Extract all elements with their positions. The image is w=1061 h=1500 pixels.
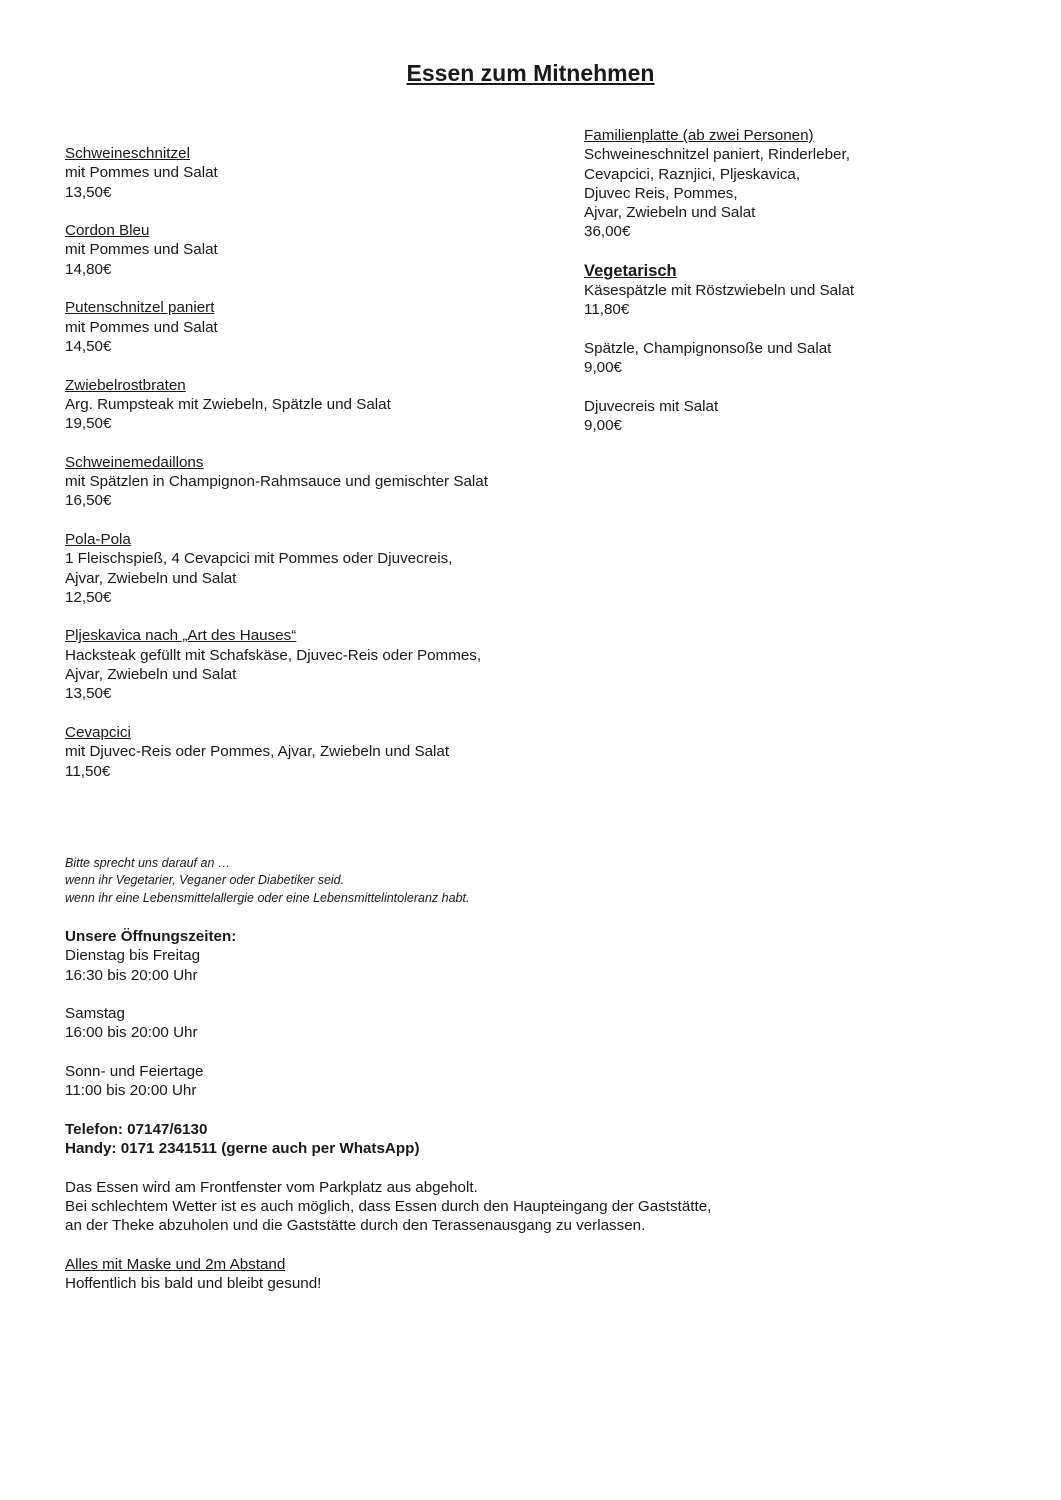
menu-item <box>65 144 565 202</box>
safety-rule: Alles mit Maske und 2m Abstand <box>65 1256 286 1274</box>
menu-left-column <box>65 144 565 800</box>
menu-item-name: Cevapcici <box>65 723 131 741</box>
pickup-info <box>65 1178 825 1236</box>
notice-line: Bitte sprecht uns darauf an … <box>65 856 231 870</box>
menu-item-name: Pola-Pola <box>65 530 131 548</box>
opening-time: 16:30 bis 20:00 Uhr <box>65 966 198 984</box>
menu-item <box>65 298 565 356</box>
vegetarian-item-price: 9,00€ <box>584 359 623 377</box>
menu-item-name: Zwiebelrostbraten <box>65 376 186 394</box>
closing-wish: Hoffentlich bis bald und bleibt gesund! <box>65 1275 322 1293</box>
menu-item-name: Schweinemedaillons <box>65 453 204 471</box>
menu-item-name: Putenschnitzel paniert <box>65 299 215 317</box>
menu-item-price: 14,80€ <box>65 260 112 278</box>
opening-days: Sonn- und Feiertage <box>65 1063 204 1081</box>
phone-number: Telefon: 07147/6130 <box>65 1120 208 1138</box>
pickup-line: an der Theke abzuholen und die Gaststätte durch den Terassenausgang zu verlassen. <box>65 1217 646 1235</box>
vegetarian-item-price: 9,00€ <box>584 417 623 435</box>
vegetarian-item <box>584 281 1014 320</box>
opening-days: Samstag <box>65 1005 125 1023</box>
pickup-line: Das Essen wird am Frontfenster vom Parkplatz aus abgeholt. <box>65 1178 478 1196</box>
dietary-notice <box>65 855 765 907</box>
opening-days: Dienstag bis Freitag <box>65 947 201 965</box>
opening-hours-group <box>65 1062 825 1101</box>
contact-block <box>65 1120 825 1159</box>
menu-item-description: Ajvar, Zwiebeln und Salat <box>65 666 237 684</box>
vegetarian-item <box>584 339 1014 378</box>
family-platter-description: Djuvec Reis, Pommes, <box>584 184 738 202</box>
menu-right-column <box>584 126 1014 455</box>
mobile-number: Handy: 0171 2341511 (gerne auch per WhatsApp) <box>65 1140 420 1158</box>
menu-item-price: 13,50€ <box>65 685 112 703</box>
menu-item <box>65 376 565 434</box>
family-platter <box>584 126 1014 242</box>
menu-item-description: mit Pommes und Salat <box>65 164 218 182</box>
menu-item-description: mit Pommes und Salat <box>65 241 218 259</box>
family-platter-description: Cevapcici, Raznjici, Pljeskavica, <box>584 165 801 183</box>
vegetarian-item-price: 11,80€ <box>584 301 630 319</box>
family-platter-description: Ajvar, Zwiebeln und Salat <box>584 204 756 222</box>
family-platter-name: Familienplatte (ab zwei Personen) <box>584 127 814 144</box>
family-platter-price: 36,00€ <box>584 223 631 241</box>
opening-hours-heading: Unsere Öffnungszeiten: <box>65 928 237 945</box>
closing-block <box>65 1255 825 1294</box>
vegetarian-heading: Vegetarisch <box>584 262 677 281</box>
vegetarian-item-description: Djuvecreis mit Salat <box>584 397 719 415</box>
info-section <box>65 927 825 1313</box>
menu-item <box>65 626 565 703</box>
vegetarian-item-description: Käsespätzle mit Röstzwiebeln und Salat <box>584 282 855 300</box>
pickup-line: Bei schlechtem Wetter ist es auch möglich, dass Essen durch den Haupteingang der Gaststätte, <box>65 1198 712 1216</box>
menu-item-description: mit Djuvec-Reis oder Pommes, Ajvar, Zwiebeln und Salat <box>65 743 450 761</box>
menu-item-description: Ajvar, Zwiebeln und Salat <box>65 569 237 587</box>
menu-item <box>65 530 565 607</box>
menu-item-description: 1 Fleischspieß, 4 Cevapcici mit Pommes oder Djuvecreis, <box>65 550 453 568</box>
notice-line: wenn ihr eine Lebensmittelallergie oder eine Lebensmittelintoleranz habt. <box>65 890 470 905</box>
menu-item-description: mit Spätzlen in Champignon-Rahmsauce und gemischter Salat <box>65 473 488 491</box>
menu-item-name: Pljeskavica nach „Art des Hauses“ <box>65 627 297 645</box>
menu-item-description: Hacksteak gefüllt mit Schafskäse, Djuvec-Reis oder Pommes, <box>65 646 482 664</box>
vegetarian-item <box>584 397 1014 436</box>
family-platter-description: Schweineschnitzel paniert, Rinderleber, <box>584 146 850 164</box>
menu-item-name: Schweineschnitzel <box>65 145 190 162</box>
menu-item-price: 11,50€ <box>65 762 111 780</box>
vegetarian-item-description: Spätzle, Champignonsoße und Salat <box>584 339 832 357</box>
menu-item <box>65 723 565 781</box>
opening-hours-group <box>65 946 825 985</box>
menu-item-price: 19,50€ <box>65 415 112 433</box>
opening-hours-group <box>65 1004 825 1043</box>
opening-time: 16:00 bis 20:00 Uhr <box>65 1024 198 1042</box>
menu-item-description: Arg. Rumpsteak mit Zwiebeln, Spätzle und Salat <box>65 395 391 413</box>
menu-item <box>65 221 565 279</box>
menu-item-price: 14,50€ <box>65 337 112 355</box>
notice-line: wenn ihr Vegetarier, Veganer oder Diabetiker seid. <box>65 873 345 888</box>
menu-item-description: mit Pommes und Salat <box>65 318 218 336</box>
menu-item <box>65 453 565 511</box>
menu-item-price: 12,50€ <box>65 588 112 606</box>
page-title: Essen zum Mitnehmen <box>406 60 655 86</box>
menu-item-price: 13,50€ <box>65 183 112 201</box>
menu-item-name: Cordon Bleu <box>65 222 150 240</box>
opening-time: 11:00 bis 20:00 Uhr <box>65 1082 197 1100</box>
menu-item-price: 16,50€ <box>65 492 112 510</box>
